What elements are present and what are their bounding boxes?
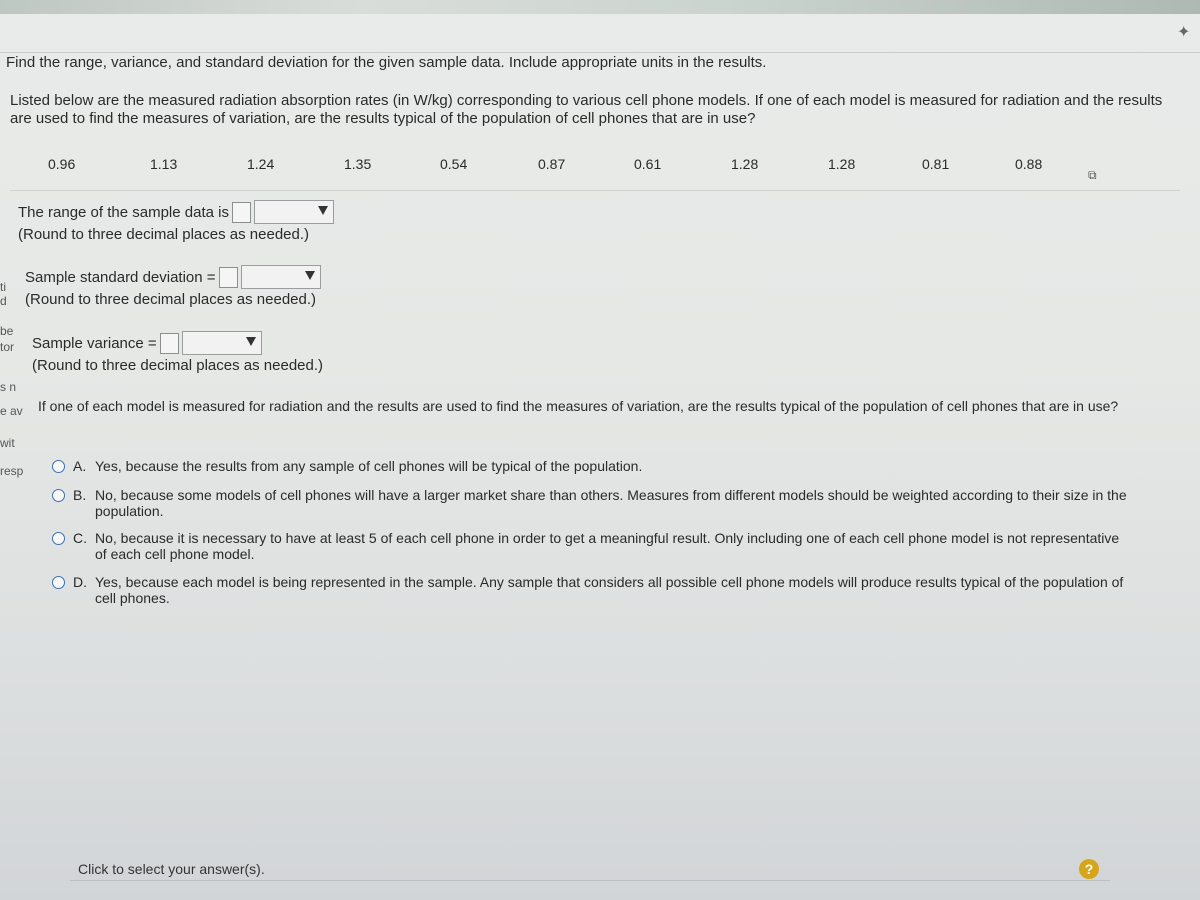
- option-letter: B.: [73, 487, 87, 503]
- std-dev-note: (Round to three decimal places as needed.): [25, 291, 317, 308]
- left-fragment: tor: [0, 340, 15, 354]
- copy-data-icon[interactable]: ⧉: [1088, 168, 1097, 182]
- range-unit-dropdown[interactable]: [254, 200, 334, 224]
- option-d[interactable]: [52, 574, 1132, 606]
- variance-note: (Round to three decimal places as needed.): [32, 357, 324, 374]
- left-fragment: wit: [0, 436, 15, 450]
- radio-button[interactable]: [52, 460, 65, 473]
- data-value: 1.13: [150, 156, 178, 172]
- top-bar: [0, 0, 1200, 14]
- std-dev-unit-dropdown[interactable]: [241, 265, 321, 289]
- left-fragment: be: [0, 324, 14, 338]
- radio-button[interactable]: [52, 532, 65, 545]
- std-dev-label: Sample standard deviation =: [25, 268, 216, 286]
- radio-button[interactable]: [52, 576, 65, 589]
- footer-divider: [70, 880, 1110, 881]
- option-text: Yes, because each model is being represented in the sample. Any sample that considers all possible cell phone models will produce results typical of the population of cell phones.: [95, 574, 1124, 606]
- std-dev-input[interactable]: [219, 267, 238, 288]
- range-note: (Round to three decimal places as needed.): [18, 226, 310, 243]
- radio-button[interactable]: [52, 489, 65, 502]
- instructions: Find the range, variance, and standard deviation for the given sample data. Include appropriate units in the results.: [6, 54, 767, 71]
- dropdown-arrow-icon: [318, 206, 328, 215]
- option-letter: C.: [73, 530, 87, 546]
- option-b[interactable]: [52, 487, 1132, 519]
- header-divider: [0, 52, 1200, 53]
- data-value: 0.54: [440, 156, 468, 172]
- left-edge-text: [0, 280, 24, 490]
- dropdown-arrow-icon: [305, 271, 315, 280]
- dropdown-arrow-icon: [246, 337, 256, 346]
- data-value: 1.28: [828, 156, 856, 172]
- range-question: [18, 201, 334, 243]
- typicality-question: If one of each model is measured for radiation and the results are used to find the measures of variation, are the results typical of the population of cell phones that are in use?: [38, 398, 1119, 414]
- option-c[interactable]: [52, 530, 1132, 562]
- data-value: 0.96: [48, 156, 76, 172]
- pin-icon[interactable]: ✦: [1177, 24, 1191, 41]
- data-value: 1.35: [344, 156, 372, 172]
- left-fragment: d: [0, 294, 7, 308]
- range-input[interactable]: [232, 202, 251, 223]
- data-value: 0.87: [538, 156, 566, 172]
- data-row: [0, 152, 1200, 180]
- corner-area: [1155, 0, 1200, 52]
- variance-input[interactable]: [160, 333, 179, 354]
- option-text: No, because it is necessary to have at least 5 of each cell phone in order to get a meaningful result. Only including one of each cell phone model is not representative of each cell phone model.: [95, 530, 1120, 562]
- data-divider: [10, 190, 1180, 191]
- left-fragment: s n: [0, 380, 17, 394]
- help-icon[interactable]: ?: [1079, 859, 1099, 879]
- left-fragment: resp: [0, 464, 24, 478]
- data-value: 1.24: [247, 156, 275, 172]
- option-text: Yes, because the results from any sample of cell phones will be typical of the population.: [95, 458, 643, 474]
- variance-unit-dropdown[interactable]: [182, 331, 262, 355]
- data-value: 0.81: [922, 156, 950, 172]
- option-letter: D.: [73, 574, 87, 590]
- left-fragment: ti: [0, 280, 6, 294]
- std-dev-question: [25, 266, 321, 308]
- status-text: Click to select your answer(s).: [78, 861, 265, 877]
- option-text: No, because some models of cell phones will have a larger market share than others. Measures from different models should be weighted according to their size in the population.: [95, 487, 1127, 519]
- range-label: The range of the sample data is: [18, 203, 229, 221]
- data-value: 0.88: [1015, 156, 1043, 172]
- data-value: 1.28: [731, 156, 759, 172]
- left-fragment: e av: [0, 404, 23, 418]
- variance-question: [32, 332, 323, 374]
- option-letter: A.: [73, 458, 87, 474]
- variance-label: Sample variance =: [32, 334, 157, 352]
- problem-text: Listed below are the measured radiation absorption rates (in W/kg) corresponding to various cell phone models. If one of each model is measured for radiation and the results are used to find the measures of variation, are the results typical of the population of cell phones that are in use?: [10, 92, 1163, 127]
- option-a[interactable]: [52, 458, 1132, 474]
- data-value: 0.61: [634, 156, 662, 172]
